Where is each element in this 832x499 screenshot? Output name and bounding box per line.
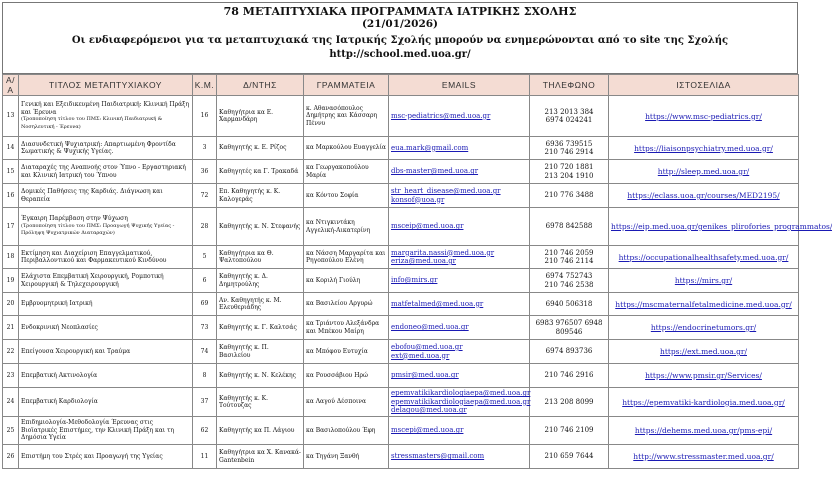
phone-number: 210 776 3488 [544, 191, 594, 200]
program-title-cell [19, 246, 193, 269]
row-index: 22 [3, 340, 19, 364]
program-title-cell [19, 445, 193, 469]
program-title: Επεμβατική Καρδιολογία [21, 398, 98, 406]
phone-number: 213 208 8099 [544, 397, 594, 406]
program-director: Καθηγήτρια κα Θ. Ψαλτοπούλου [217, 246, 304, 269]
website-link[interactable]: https://www.msc-pediatrics.gr/ [609, 96, 799, 137]
email-link[interactable]: info@mirs.gr [391, 276, 438, 285]
program-title-cell [19, 137, 193, 160]
website-link[interactable]: https://dehems.med.uoa.gr/pms-epi/ [609, 417, 799, 445]
table-header-row [3, 75, 799, 96]
program-km: 73 [193, 316, 217, 340]
phone-number: 6974 024241 [545, 116, 593, 124]
program-emails-cell [389, 184, 530, 208]
program-km: 8 [193, 364, 217, 388]
program-director: Καθηγητές κα Γ. Τρακαδά [217, 160, 304, 184]
program-phones-cell [530, 445, 609, 469]
col-header-title: ΤΙΤΛΟΣ ΜΕΤΑΠΤΥΧΙΑΚΟΥ [19, 75, 193, 96]
program-emails-cell [389, 340, 530, 364]
row-index: 15 [3, 160, 19, 184]
table-row [3, 137, 799, 160]
program-director: Καθηγητής κ. Ε. Ρίζος [217, 137, 304, 160]
program-emails-cell [389, 208, 530, 246]
program-title-cell [19, 184, 193, 208]
program-secretary: κα Τηγάνη Ξανθή [304, 445, 389, 469]
program-title-note: (Τροποποίηση τίτλου του ΠΜΣ: Κλινική Παιδιατρική & Νοσηλευτική - Έρευνα) [21, 116, 163, 130]
program-phones-cell [530, 184, 609, 208]
program-director: Επ. Καθηγητής κ. Κ. Καλογεράς [217, 184, 304, 208]
program-km: 11 [193, 445, 217, 469]
row-index: 26 [3, 445, 19, 469]
program-emails-cell [389, 417, 530, 445]
program-secretary: κα Ντιγκιντάκη Αγγελική-Αικατερίνη [304, 208, 389, 246]
program-title: Επιδημιολογία-Μεθοδολογία Έρευνας στις Βιοϊατρικές Επιστήμες, την Κλινική Πράξη και τη Δημόσια Υγεία [21, 419, 174, 442]
program-title-cell [19, 160, 193, 184]
program-emails-cell [389, 160, 530, 184]
program-phones-cell [530, 388, 609, 417]
website-link[interactable]: http://www.stressmaster.med.uoa.gr/ [609, 445, 799, 469]
website-link[interactable]: https://www.pmsir.gr/Services/ [609, 364, 799, 388]
row-index: 14 [3, 137, 19, 160]
table-row [3, 388, 799, 417]
program-director: Καθηγήτρια κα Ε. Χαρμανδάρη [217, 96, 304, 137]
website-link[interactable]: https://eclass.uoa.gr/courses/MED2195/ [609, 184, 799, 208]
row-index: 17 [3, 208, 19, 246]
program-title: Επιστήμη του Στρές και Προαγωγή της Υγείας [21, 452, 163, 460]
program-title: Ελάχιστα Επεμβατική Χειρουργική, Ρομποτική Χειρουργική & Τηλεχειρουργική [21, 273, 164, 288]
email-link[interactable]: msc-pediatrics@med.uoa.gr [391, 111, 491, 120]
program-secretary: κα Τριάντου Αλεξάνδρα και Μπέκου Μαίρη [304, 316, 389, 340]
website-link[interactable]: https://mirs.gr/ [609, 269, 799, 293]
table-row [3, 208, 799, 246]
program-title: Γενική και Εξειδικευμένη Παιδιατρική: Κλινική Πράξη και Έρευνα [21, 101, 190, 116]
program-director: Αν. Καθηγητής κ. Μ. Ελευθεριάδης [217, 293, 304, 316]
program-km: 62 [193, 417, 217, 445]
program-title-cell [19, 388, 193, 417]
phone-number: 6978 842588 [545, 222, 593, 231]
program-secretary: κα Βασιλοπούλου Έφη [304, 417, 389, 445]
email-link[interactable]: matfetalmed@med.uoa.gr [391, 299, 484, 308]
phone-number: 213 204 1910 [544, 171, 594, 180]
program-emails-cell [389, 388, 530, 417]
table-row [3, 364, 799, 388]
phone-number: 210 659 7644 [544, 452, 594, 461]
website-link[interactable]: http://sleep.med.uoa.gr/ [609, 160, 799, 184]
program-title: Επεμβατική Ακτινολογία [21, 371, 98, 379]
program-title-cell [19, 208, 193, 246]
program-secretary: κα Βασιλείου Αργυρώ [304, 293, 389, 316]
email-link[interactable]: eua.mark@gmail.com [391, 143, 469, 152]
program-title-cell [19, 340, 193, 364]
program-title-note: (Τροποποίηση τίτλου του ΠΜΣ: Προαγωγή Ψυχικής Υγείας - Πρόληψη Ψυχιατρικών Διαταραχών) [21, 222, 175, 237]
col-header-website: ΙΣΤΟΣΕΛΙΔΑ [609, 75, 799, 96]
col-header-secretary: ΓΡΑΜΜΑΤΕΙΑ [304, 75, 389, 96]
email-link[interactable]: eriza@med.uoa.gr [391, 257, 457, 265]
program-phones-cell [530, 96, 609, 137]
website-link[interactable]: https://ext.med.uoa.gr/ [609, 340, 799, 364]
table-row [3, 293, 799, 316]
program-km: 3 [193, 137, 217, 160]
phone-number: 210 746 2538 [544, 280, 594, 289]
phone-number: 6940 506318 [545, 299, 593, 308]
program-title-cell [19, 269, 193, 293]
program-director: Καθηγητής κ. Κ. Τούτουζας [217, 388, 304, 417]
program-title-cell [19, 364, 193, 388]
email-link[interactable]: dbs-master@med.uoa.gr [391, 167, 479, 176]
table-row [3, 246, 799, 269]
program-emails-cell [389, 293, 530, 316]
program-director: Καθηγητής κ. Ν. Στεφανής [217, 208, 304, 246]
row-index: 18 [3, 246, 19, 269]
program-director: Καθηγητής κα Π. Λάγιου [217, 417, 304, 445]
program-km: 37 [193, 388, 217, 417]
table-row [3, 184, 799, 208]
document-date: (21/01/2026) [361, 18, 439, 30]
program-emails-cell [389, 445, 530, 469]
row-index: 24 [3, 388, 19, 417]
email-link[interactable]: delagou@med.uoa.gr [391, 406, 467, 415]
row-index: 19 [3, 269, 19, 293]
website-link[interactable]: https://epemvatiki-kardiologia.med.uoa.gr/ [609, 388, 799, 417]
program-phones-cell [530, 137, 609, 160]
program-secretary: κα Νάσση Μαργαρίτα και Ρηγοπούλου Ελένη [304, 246, 389, 269]
program-phones-cell [530, 293, 609, 316]
program-emails-cell [389, 96, 530, 137]
program-title-cell [19, 96, 193, 137]
col-header-km: Κ.Μ. [193, 75, 217, 96]
program-km: 36 [193, 160, 217, 184]
phone-number: 6936 739515 [545, 139, 593, 148]
program-title: Εκτίμηση και Διαχείριση Επαγγελματικού, Περιβαλλοντικού και Φαρμακευτικού Κινδύνου [21, 249, 167, 264]
program-secretary: κα Λαγού Δέσποινα [304, 388, 389, 417]
program-phones-cell [530, 417, 609, 445]
program-secretary: κα Κοριλή Γιούλη [304, 269, 389, 293]
website-link[interactable]: https://mscmaternalfetalmedicine.med.uoa.gr/ [609, 293, 799, 316]
col-header-phone: ΤΗΛΕΦΩΝΟ [530, 75, 609, 96]
table-row [3, 316, 799, 340]
phone-number: 210 746 2916 [544, 371, 594, 380]
row-index: 16 [3, 184, 19, 208]
program-phones-cell [530, 208, 609, 246]
header-notice: Οι ενδιαφερόμενοι για τα μεταπτυχιακά της Ιατρικής Σχολής μπορούν να ενημερώνονται από το site της Σχολής [71, 35, 729, 46]
phone-number: 6974 752743 [545, 272, 593, 280]
phone-number: 210 746 2114 [544, 257, 594, 265]
phone-number: 210 746 2059 [544, 248, 594, 257]
email-link[interactable]: ebofou@med.uoa.gr [391, 343, 463, 351]
website-link[interactable]: https://eip.med.uoa.gr/genikes_plirofories_programmatos/ [609, 208, 799, 246]
program-secretary: κα Ρουσσάβιου Ηρώ [304, 364, 389, 388]
phone-number: 6974 893736 [545, 347, 593, 356]
program-phones-cell [530, 246, 609, 269]
program-director: Καθηγητής κ. Ν. Κελέκης [217, 364, 304, 388]
program-phones-cell [530, 340, 609, 364]
school-site-link[interactable]: http://school.med.uoa.gr/ [329, 49, 471, 60]
program-secretary: κα Κόντου Σοφία [304, 184, 389, 208]
program-director: Καθηγητής κ. Γ. Καλτσάς [217, 316, 304, 340]
email-link[interactable]: konsof@uoa.gr [391, 195, 445, 204]
program-title: Διαταραχές της Αναπνοής στον Ύπνο - Εργαστηριακή και Κλινική Ιατρική του Ύπνου [21, 164, 186, 179]
program-director: Καθηγητής κ. Π. Βασιλείου [217, 340, 304, 364]
document-header [2, 2, 798, 74]
website-link[interactable]: https://occupationalhealthsafety.med.uoa.gr/ [609, 246, 799, 269]
email-link[interactable]: margarita.nassi@med.uoa.gr [391, 248, 495, 257]
program-secretary: κα Μπόφου Ευτυχία [304, 340, 389, 364]
program-title: Έγκαιρη Παρέμβαση στην Ψύχωση [21, 215, 128, 223]
email-link[interactable]: ext@med.uoa.gr [391, 351, 450, 360]
phone-number: 213 2013 384 [544, 107, 594, 116]
table-row [3, 96, 799, 137]
programs-table [2, 74, 832, 469]
program-emails-cell [389, 269, 530, 293]
email-link[interactable]: msceip@med.uoa.gr [391, 222, 464, 231]
table-row [3, 445, 799, 469]
phone-number: 210 746 2914 [544, 148, 594, 156]
row-index: 23 [3, 364, 19, 388]
program-title: Διασυνδετική Ψυχιατρική: Απαρτιωμένη Φροντίδα Σωματικής & Ψυχικής Υγείας. [21, 140, 176, 155]
program-secretary: κ. Αθανασόπουλος Δημήτρης και Κάσσαρη Πέννυ [304, 96, 389, 137]
website-link[interactable]: https://liaisonpsychiatry.med.uoa.gr/ [609, 137, 799, 160]
program-director: Καθηγήτρια κα Χ. Κανακά-Gantenbein [217, 445, 304, 469]
phone-number: 809546 [555, 327, 583, 336]
program-km: 72 [193, 184, 217, 208]
program-km: 6 [193, 269, 217, 293]
program-phones-cell [530, 269, 609, 293]
email-link[interactable]: epemvatikikardiologiaepa@med.uoa.gr [391, 397, 531, 406]
row-index: 13 [3, 96, 19, 137]
document-title: 78 ΜΕΤΑΠΤΥΧΙΑΚΑ ΠΡΟΓΡΑΜΜΑΤΑ ΙΑΤΡΙΚΗΣ ΣΧΟΛΗΣ [223, 5, 577, 18]
col-header-director: Δ/ΝΤΗΣ [217, 75, 304, 96]
col-header-emails: EMAILS [389, 75, 530, 96]
program-emails-cell [389, 246, 530, 269]
table-row [3, 340, 799, 364]
program-phones-cell [530, 160, 609, 184]
table-row [3, 269, 799, 293]
program-km: 69 [193, 293, 217, 316]
table-row [3, 417, 799, 445]
program-title: Επείγουσα Χειρουργική και Τραύμα [21, 347, 131, 355]
email-link[interactable]: pmsir@med.uoa.gr [391, 371, 459, 380]
row-index: 21 [3, 316, 19, 340]
row-index: 25 [3, 417, 19, 445]
table-row [3, 160, 799, 184]
program-emails-cell [389, 137, 530, 160]
website-link[interactable]: https://endocrinetumors.gr/ [609, 316, 799, 340]
program-km: 5 [193, 246, 217, 269]
program-km: 74 [193, 340, 217, 364]
program-title: Εμβρυομητρική Ιατρική [21, 300, 93, 308]
email-link[interactable]: mscepi@med.uoa.gr [391, 426, 464, 435]
email-link[interactable]: str_heart_disease@med.uoa.gr [391, 187, 501, 195]
col-header-index: Α/Α [3, 75, 19, 96]
program-title-cell [19, 417, 193, 445]
program-title-cell [19, 293, 193, 316]
program-title: Δομικές Παθήσεις της Καρδιάς. Διάγνωση και Θεραπεία [21, 188, 163, 203]
program-km: 16 [193, 96, 217, 137]
program-director: Καθηγητής κ. Δ. Δημητρούλης [217, 269, 304, 293]
email-link[interactable]: endoneo@med.uoa.gr [391, 323, 469, 332]
program-secretary: κα Γεωργακοπούλου Μαρία [304, 160, 389, 184]
program-km: 28 [193, 208, 217, 246]
row-index: 20 [3, 293, 19, 316]
program-title: Ενδοκρινική Νεοπλασίες [21, 323, 98, 331]
phone-number: 210 720 1881 [544, 163, 594, 171]
email-link[interactable]: epemvatikikardiologiaepa@med.uoa.gr [391, 389, 531, 398]
email-link[interactable]: stressmasters@gmail.com [391, 452, 485, 461]
program-phones-cell [530, 364, 609, 388]
phone-number: 6983 976507 6948 [535, 319, 603, 327]
program-title-cell [19, 316, 193, 340]
program-secretary: κα Μαρκούλου Ευαγγελία [304, 137, 389, 160]
program-emails-cell [389, 316, 530, 340]
phone-number: 210 746 2109 [544, 426, 594, 435]
program-emails-cell [389, 364, 530, 388]
program-phones-cell [530, 316, 609, 340]
